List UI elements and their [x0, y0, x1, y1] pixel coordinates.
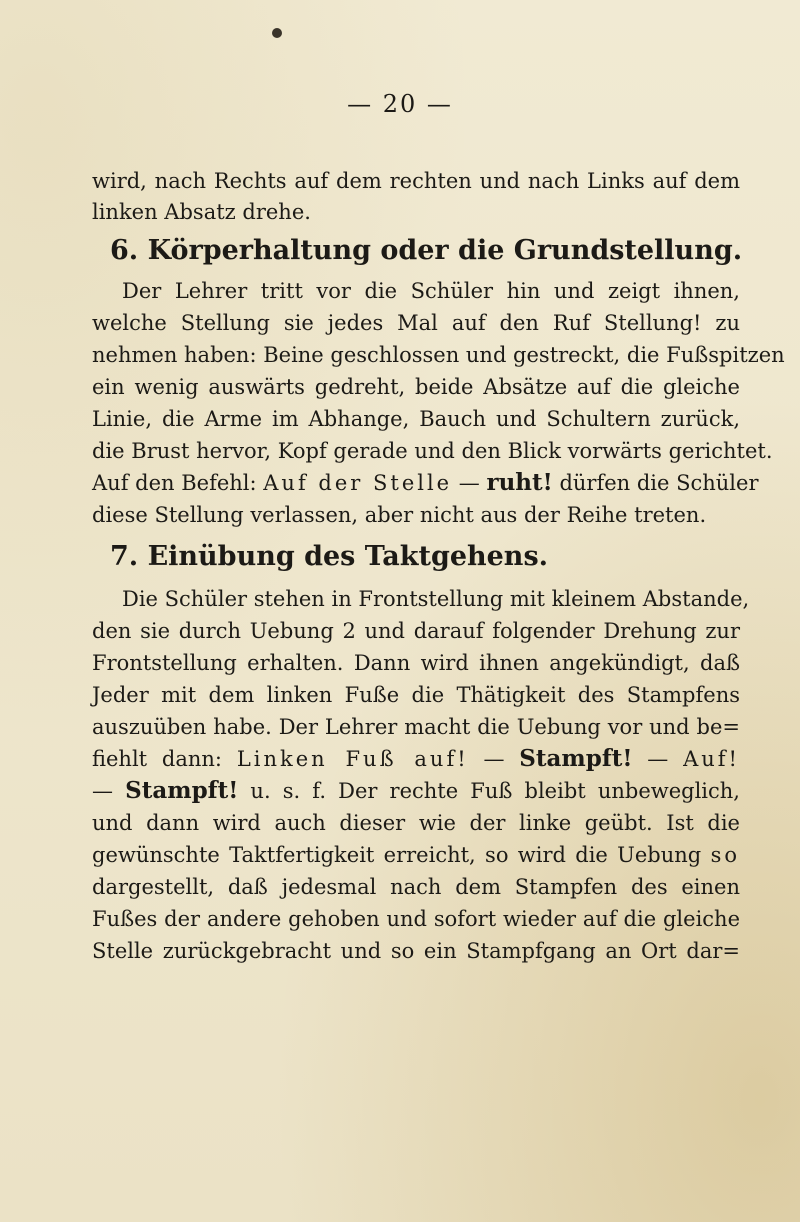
text-line: Frontstellung erhalten. Dann wird ihnen angekündigt, daß	[92, 651, 740, 675]
text-span: dürfen die Schüler	[552, 471, 759, 495]
command-text: Auf der Stelle	[263, 471, 453, 495]
text-line: Fußes der andere gehoben und sofort wieder auf die gleiche	[92, 907, 740, 931]
text-line: Jeder mit dem linken Fuße die Thätigkeit des Stampfens	[92, 683, 740, 707]
text-line: nehmen haben: Beine geschlossen und gestreckt, die Fußspitzen	[92, 343, 785, 367]
text-span: gewünschte Taktfertigkeit erreicht, so wird die Uebung	[92, 843, 711, 867]
text-line: wird, nach Rechts auf dem rechten und nach Links auf dem	[92, 169, 740, 193]
command-text: Stampft!	[125, 777, 239, 804]
text-span: Auf den Befehl:	[92, 471, 264, 495]
text-line: Die Schüler stehen in Frontstellung mit kleinem Abstande,	[122, 587, 750, 611]
text-span: —	[632, 747, 684, 771]
text-span: —	[92, 779, 126, 803]
section-heading-7: 7. Einübung des Taktgehens.	[110, 541, 549, 572]
text-line: ein wenig auswärts gedreht, beide Absätze auf die gleiche	[92, 375, 740, 399]
text-span: u. s. f. Der rechte Fuß bleibt unbeweglich,	[238, 779, 740, 803]
text-span: fiehlt dann:	[92, 747, 237, 771]
command-text: Auf!	[683, 747, 740, 771]
emphasis-text: so	[710, 843, 740, 867]
text-line	[92, 840, 740, 870]
command-text: Linken Fuß auf!	[236, 747, 469, 771]
text-line: auszuüben habe. Der Lehrer macht die Uebung vor und be=	[92, 715, 740, 739]
text-line: Linie, die Arme im Abhange, Bauch und Schultern zurück,	[92, 407, 740, 431]
text-span: —	[452, 471, 487, 495]
text-line	[92, 468, 759, 498]
text-line: die Brust hervor, Kopf gerade und den Blick vorwärts gerichtet.	[92, 439, 773, 463]
command-text: ruht!	[486, 469, 553, 496]
text-line: diese Stellung verlassen, aber nicht aus der Reihe treten.	[92, 503, 707, 527]
text-line: dargestellt, daß jedesmal nach dem Stampfen des einen	[92, 875, 740, 899]
text-span: —	[468, 747, 520, 771]
ink-dot	[272, 28, 282, 38]
text-line	[92, 744, 740, 774]
text-line: den sie durch Uebung 2 und darauf folgender Drehung zur	[92, 619, 740, 643]
page-number: — 20 —	[347, 90, 453, 118]
section-heading-6: 6. Körperhaltung oder die Grundstellung.	[110, 235, 743, 266]
text-line: Der Lehrer tritt vor die Schüler hin und zeigt ihnen,	[122, 279, 740, 303]
text-line: welche Stellung sie jedes Mal auf den Ruf Stellung! zu	[92, 311, 740, 335]
text-line	[92, 776, 740, 806]
command-text: Stampft!	[519, 745, 633, 772]
text-line: und dann wird auch dieser wie der linke geübt. Ist die	[92, 811, 740, 835]
text-line: linken Absatz drehe.	[92, 200, 311, 224]
text-line: Stelle zurückgebracht und so ein Stampfgang an Ort dar=	[92, 939, 740, 963]
